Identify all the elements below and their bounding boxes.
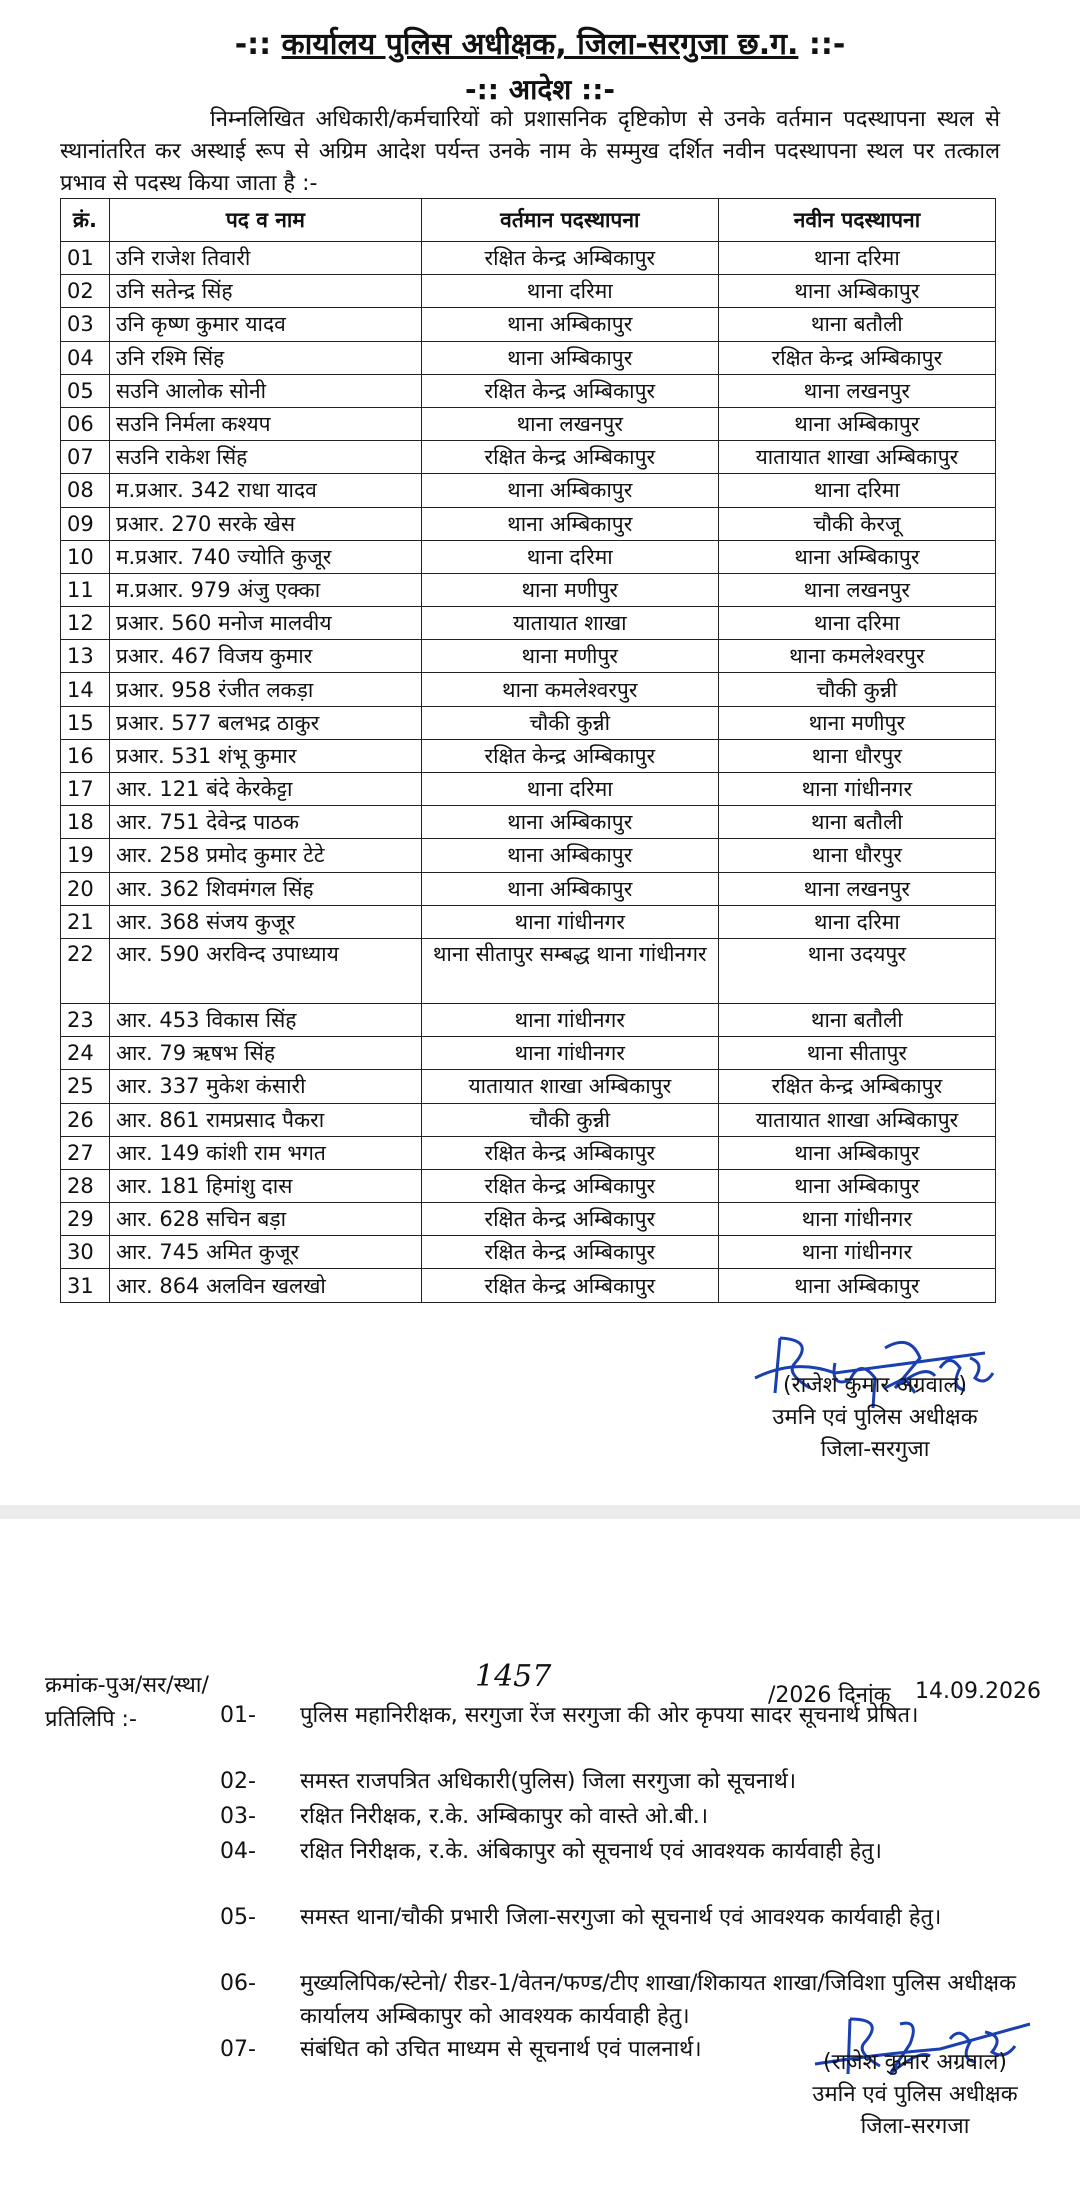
row-new-posting: थाना दरिमा <box>718 607 995 640</box>
table-header-row <box>61 199 996 242</box>
row-name: प्रआर. 958 रंजीत लकड़ा <box>109 673 421 706</box>
cc-item-text: संबंधित को उचित माध्यम से सूचनार्थ एवं पालनार्थ। <box>300 2037 702 2062</box>
row-current-posting: थाना दरिमा <box>421 540 718 573</box>
row-new-posting: चौकी केरजू <box>718 507 995 540</box>
table-row <box>61 905 996 938</box>
table-row <box>61 1003 996 1036</box>
row-new-posting: थाना अम्बिकापुर <box>718 1269 995 1302</box>
row-new-posting: थाना मणीपुर <box>718 706 995 739</box>
row-new-posting: थाना धौरपुर <box>718 739 995 772</box>
table-row <box>61 739 996 772</box>
row-name: प्रआर. 467 विजय कुमार <box>109 640 421 673</box>
row-current-posting: थाना अम्बिकापुर <box>421 839 718 872</box>
row-new-posting: थाना लखनपुर <box>718 573 995 606</box>
row-new-posting: रक्षित केन्द्र अम्बिकापुर <box>718 1070 995 1103</box>
signature-block-1 <box>740 1370 1010 1466</box>
heading-prefix: -:: <box>234 27 272 62</box>
table-row <box>61 1236 996 1269</box>
row-current-posting: थाना दरिमा <box>421 773 718 806</box>
signatory-district: जिला-सरगुजा <box>820 1437 930 1462</box>
row-new-posting: रक्षित केन्द्र अम्बिकापुर <box>718 341 995 374</box>
row-current-posting: रक्षित केन्द्र अम्बिकापुर <box>421 1203 718 1236</box>
table-row <box>61 341 996 374</box>
row-current-posting: रक्षित केन्द्र अम्बिकापुर <box>421 1236 718 1269</box>
row-serial: 03 <box>61 308 110 341</box>
memo-ref-number: 1457 <box>475 1659 552 1694</box>
row-current-posting: थाना मणीपुर <box>421 573 718 606</box>
row-name: प्रआर. 531 शंभू कुमार <box>109 739 421 772</box>
row-serial: 05 <box>61 374 110 407</box>
table-row <box>61 640 996 673</box>
table-row <box>61 773 996 806</box>
row-serial: 31 <box>61 1269 110 1302</box>
table-row <box>61 242 996 275</box>
row-serial: 02 <box>61 275 110 308</box>
table-row <box>61 507 996 540</box>
row-serial: 12 <box>61 607 110 640</box>
row-new-posting: थाना गांधीनगर <box>718 1203 995 1236</box>
row-serial: 24 <box>61 1037 110 1070</box>
row-name: प्रआर. 577 बलभद्र ठाकुर <box>109 706 421 739</box>
row-new-posting: चौकी कुन्नी <box>718 673 995 706</box>
row-serial: 22 <box>61 938 110 1003</box>
table-row <box>61 275 996 308</box>
row-new-posting: थाना बतौली <box>718 806 995 839</box>
row-current-posting: यातायात शाखा <box>421 607 718 640</box>
row-current-posting: थाना अम्बिकापुर <box>421 308 718 341</box>
row-new-posting: थाना गांधीनगर <box>718 1236 995 1269</box>
office-title: कार्यालय पुलिस अधीक्षक, जिला-सरगुजा छ.ग. <box>281 27 799 62</box>
row-name: आर. 258 प्रमोद कुमार टेटे <box>109 839 421 872</box>
row-name: उनि सतेन्द्र सिंह <box>109 275 421 308</box>
order-intro: निम्नलिखित अधिकारी/कर्मचारियों को प्रशासनिक दृष्टिकोण से उनके वर्तमान पदस्थापना स्थल से स्थानांतरित कर अस्थाई रूप से अग्रिम आदेश पर्यन्त उनके नाम के सम्मुख दर्शित नवीन पदस्थापना स्थल पर तत्काल प्रभाव से पदस्थ किया जाता है :- <box>60 107 1000 196</box>
row-current-posting: चौकी कुन्नी <box>421 1103 718 1136</box>
signatory-designation: उमनि एवं पुलिस अधीक्षक <box>772 1405 978 1430</box>
row-serial: 11 <box>61 573 110 606</box>
office-heading <box>0 22 1080 63</box>
row-current-posting: रक्षित केन्द्र अम्बिकापुर <box>421 1269 718 1302</box>
memo-date-text: /2026 दिनांक <box>768 1683 891 1708</box>
table-row <box>61 1169 996 1202</box>
cc-item-number: 05- <box>220 1905 256 1930</box>
row-serial: 23 <box>61 1003 110 1036</box>
memo-date: 14.09.2026 <box>915 1679 1041 1704</box>
cc-item-number: 02- <box>220 1769 256 1794</box>
row-current-posting: रक्षित केन्द्र अम्बिकापुर <box>421 1169 718 1202</box>
cc-item-text: मुख्यलिपिक/स्टेनो/ रीडर-1/वेतन/फण्ड/टीए शाखा/शिकायत शाखा/जिविशा पुलिस अधीक्षक कार्यालय अम्बिकापुर को आवश्यक कार्यवाही हेतु। <box>300 1971 1016 2029</box>
table-body <box>61 242 996 1303</box>
signatory-name-2: (राजेश कुमार अग्रवाल) <box>823 2050 1007 2075</box>
row-name: सउनि राकेश सिंह <box>109 441 421 474</box>
row-new-posting: थाना कमलेश्वरपुर <box>718 640 995 673</box>
row-serial: 08 <box>61 474 110 507</box>
signatory-district-2: जिला-सरगजा <box>860 2114 970 2139</box>
signature-block-2 <box>790 2047 1040 2143</box>
row-name: सउनि आलोक सोनी <box>109 374 421 407</box>
cc-item-number: 04- <box>220 1839 256 1864</box>
row-current-posting: यातायात शाखा अम्बिकापुर <box>421 1070 718 1103</box>
table-row <box>61 706 996 739</box>
row-name: आर. 453 विकास सिंह <box>109 1003 421 1036</box>
row-current-posting: थाना अम्बिकापुर <box>421 341 718 374</box>
table-row <box>61 407 996 440</box>
row-serial: 20 <box>61 872 110 905</box>
row-current-posting: रक्षित केन्द्र अम्बिकापुर <box>421 374 718 407</box>
table-row <box>61 1037 996 1070</box>
cc-item-number: 03- <box>220 1804 256 1829</box>
signatory-designation-2: उमनि एवं पुलिस अधीक्षक <box>812 2082 1018 2107</box>
row-serial: 27 <box>61 1136 110 1169</box>
row-name: उनि कृष्ण कुमार यादव <box>109 308 421 341</box>
row-serial: 07 <box>61 441 110 474</box>
row-serial: 16 <box>61 739 110 772</box>
row-new-posting: थाना अम्बिकापुर <box>718 1136 995 1169</box>
col-serial: क्रं. <box>61 199 110 242</box>
cc-label: प्रतिलिपि :- <box>45 1707 137 1732</box>
row-name: म.प्रआर. 979 अंजु एक्का <box>109 573 421 606</box>
row-name: आर. 79 ऋषभ सिंह <box>109 1037 421 1070</box>
row-serial: 06 <box>61 407 110 440</box>
table-row <box>61 806 996 839</box>
row-current-posting: थाना गांधीनगर <box>421 1037 718 1070</box>
page-separator <box>0 1505 1080 1519</box>
row-serial: 21 <box>61 905 110 938</box>
row-serial: 10 <box>61 540 110 573</box>
order-subtitle: -:: आदेश ::- <box>464 73 616 106</box>
row-serial: 04 <box>61 341 110 374</box>
row-current-posting: थाना गांधीनगर <box>421 1003 718 1036</box>
row-new-posting: थाना दरिमा <box>718 242 995 275</box>
row-name: उनि रश्मि सिंह <box>109 341 421 374</box>
row-new-posting: थाना उदयपुर <box>718 938 995 1003</box>
row-name: आर. 362 शिवमंगल सिंह <box>109 872 421 905</box>
row-current-posting: रक्षित केन्द्र अम्बिकापुर <box>421 441 718 474</box>
table-row <box>61 1103 996 1136</box>
row-name: आर. 861 रामप्रसाद पैकरा <box>109 1103 421 1136</box>
row-name: आर. 121 बंदे केरकेट्टा <box>109 773 421 806</box>
cc-item-text: रक्षित निरीक्षक, र.के. अंबिकापुर को सूचनार्थ एवं आवश्यक कार्यवाही हेतु। <box>300 1839 882 1864</box>
row-name: आर. 864 अलविन खलखो <box>109 1269 421 1302</box>
row-new-posting: थाना अम्बिकापुर <box>718 1169 995 1202</box>
table-row <box>61 872 996 905</box>
memo-page <box>0 1519 1080 2186</box>
row-new-posting: थाना दरिमा <box>718 474 995 507</box>
row-new-posting: थाना सीतापुर <box>718 1037 995 1070</box>
cc-item-number: 01- <box>220 1703 256 1728</box>
col-current-posting: वर्तमान पदस्थापना <box>421 199 718 242</box>
row-current-posting: चौकी कुन्नी <box>421 706 718 739</box>
memo-ref-label: क्रमांक-पुअ/सर/स्था/ <box>45 1673 209 1698</box>
row-new-posting: थाना धौरपुर <box>718 839 995 872</box>
row-serial: 09 <box>61 507 110 540</box>
table-row <box>61 540 996 573</box>
row-serial: 14 <box>61 673 110 706</box>
row-serial: 13 <box>61 640 110 673</box>
row-name: प्रआर. 560 मनोज मालवीय <box>109 607 421 640</box>
col-name: पद व नाम <box>109 199 421 242</box>
table-row <box>61 1269 996 1302</box>
row-name: सउनि निर्मला कश्यप <box>109 407 421 440</box>
row-new-posting: थाना गांधीनगर <box>718 773 995 806</box>
cc-item-text: समस्त थाना/चौकी प्रभारी जिला-सरगुजा को सूचनार्थ एवं आवश्यक कार्यवाही हेतु। <box>300 1905 942 1930</box>
row-current-posting: थाना मणीपुर <box>421 640 718 673</box>
row-serial: 28 <box>61 1169 110 1202</box>
row-current-posting: थाना दरिमा <box>421 275 718 308</box>
row-name: आर. 628 सचिन बड़ा <box>109 1203 421 1236</box>
row-new-posting: थाना बतौली <box>718 1003 995 1036</box>
row-serial: 29 <box>61 1203 110 1236</box>
row-current-posting: थाना लखनपुर <box>421 407 718 440</box>
table-row <box>61 474 996 507</box>
row-current-posting: थाना अम्बिकापुर <box>421 474 718 507</box>
row-new-posting: थाना अम्बिकापुर <box>718 540 995 573</box>
row-name: म.प्रआर. 740 ज्योति कुजूर <box>109 540 421 573</box>
row-new-posting: थाना लखनपुर <box>718 872 995 905</box>
row-new-posting: थाना अम्बिकापुर <box>718 407 995 440</box>
row-serial: 01 <box>61 242 110 275</box>
row-current-posting: रक्षित केन्द्र अम्बिकापुर <box>421 739 718 772</box>
row-current-posting: रक्षित केन्द्र अम्बिकापुर <box>421 1136 718 1169</box>
row-serial: 15 <box>61 706 110 739</box>
row-name: आर. 745 अमित कुजूर <box>109 1236 421 1269</box>
row-name: म.प्रआर. 342 राधा यादव <box>109 474 421 507</box>
row-new-posting: थाना दरिमा <box>718 905 995 938</box>
row-serial: 25 <box>61 1070 110 1103</box>
row-new-posting: थाना लखनपुर <box>718 374 995 407</box>
row-new-posting: यातायात शाखा अम्बिकापुर <box>718 1103 995 1136</box>
row-serial: 19 <box>61 839 110 872</box>
table-row <box>61 938 996 1003</box>
row-current-posting: रक्षित केन्द्र अम्बिकापुर <box>421 242 718 275</box>
table-row <box>61 573 996 606</box>
row-name: प्रआर. 270 सरके खेस <box>109 507 421 540</box>
row-current-posting: थाना अम्बिकापुर <box>421 806 718 839</box>
row-name: आर. 181 हिमांशु दास <box>109 1169 421 1202</box>
table-row <box>61 1070 996 1103</box>
row-current-posting: थाना सीतापुर सम्बद्ध थाना गांधीनगर <box>421 938 718 1003</box>
table-row <box>61 308 996 341</box>
table-row <box>61 374 996 407</box>
heading-suffix: ::- <box>808 27 846 62</box>
row-current-posting: थाना अम्बिकापुर <box>421 507 718 540</box>
cc-item-number: 06- <box>220 1971 256 1996</box>
col-new-posting: नवीन पदस्थापना <box>718 199 995 242</box>
row-serial: 30 <box>61 1236 110 1269</box>
row-name: आर. 368 संजय कुजूर <box>109 905 421 938</box>
row-name: आर. 337 मुकेश कंसारी <box>109 1070 421 1103</box>
cc-item-text: समस्त राजपत्रित अधिकारी(पुलिस) जिला सरगुजा को सूचनार्थ। <box>300 1769 797 1794</box>
row-serial: 26 <box>61 1103 110 1136</box>
cc-item-text: रक्षित निरीक्षक, र.के. अम्बिकापुर को वास्ते ओ.बी.। <box>300 1804 709 1829</box>
row-new-posting: यातायात शाखा अम्बिकापुर <box>718 441 995 474</box>
row-name: आर. 590 अरविन्द उपाध्याय <box>109 938 421 1003</box>
transfer-table <box>60 198 996 1303</box>
table-row <box>61 839 996 872</box>
table-row <box>61 673 996 706</box>
row-current-posting: थाना अम्बिकापुर <box>421 872 718 905</box>
row-name: आर. 149 कांशी राम भगत <box>109 1136 421 1169</box>
table-row <box>61 1203 996 1236</box>
row-serial: 17 <box>61 773 110 806</box>
row-current-posting: थाना कमलेश्वरपुर <box>421 673 718 706</box>
row-serial: 18 <box>61 806 110 839</box>
signatory-name: (राजेश कुमार अग्रवाल) <box>783 1373 967 1398</box>
row-new-posting: थाना अम्बिकापुर <box>718 275 995 308</box>
row-name: आर. 751 देवेन्द्र पाठक <box>109 806 421 839</box>
row-current-posting: थाना गांधीनगर <box>421 905 718 938</box>
table-row <box>61 1136 996 1169</box>
table-row <box>61 441 996 474</box>
cc-item-number: 07- <box>220 2037 256 2062</box>
row-name: उनि राजेश तिवारी <box>109 242 421 275</box>
row-new-posting: थाना बतौली <box>718 308 995 341</box>
cc-item-text: पुलिस महानिरीक्षक, सरगुजा रेंज सरगुजा की ओर कृपया सादर सूचनार्थ प्रेषित। <box>300 1703 919 1728</box>
table-row <box>61 607 996 640</box>
